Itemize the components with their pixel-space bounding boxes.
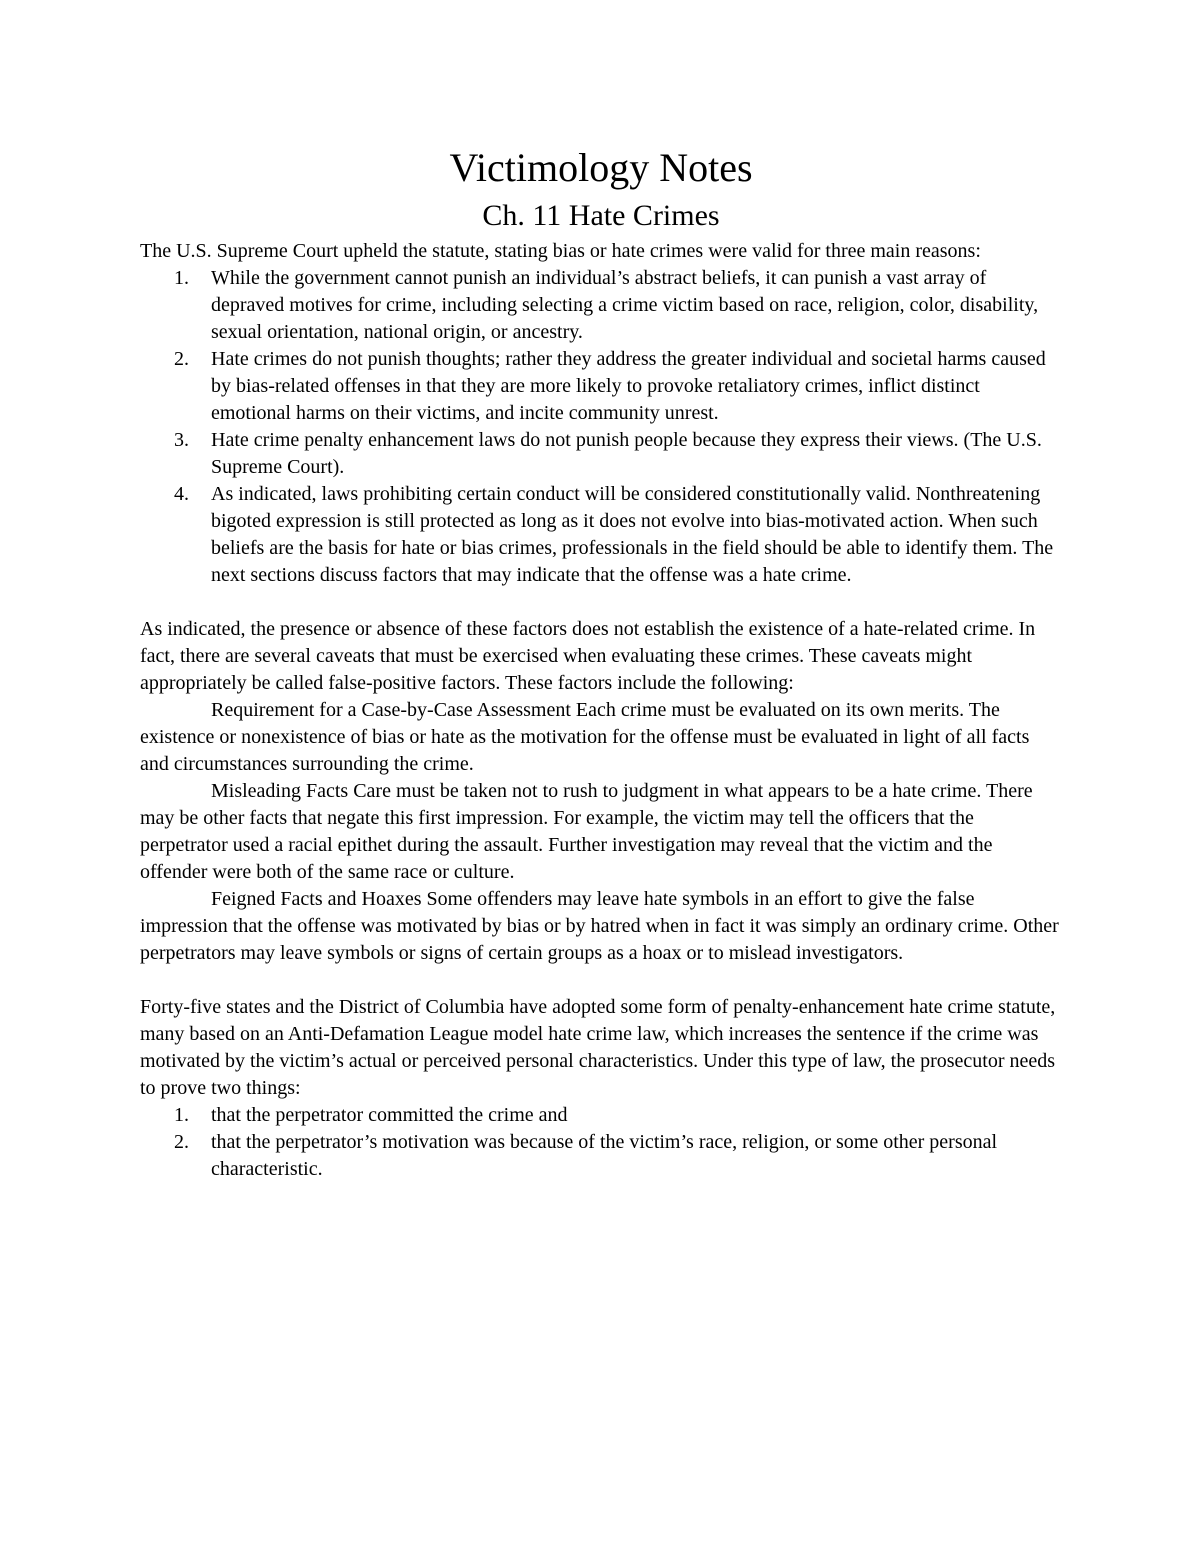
spacer (140, 589, 1062, 616)
list-number: 1. (174, 1104, 189, 1126)
list-item-text: that the perpetrator’s motivation was because of the victim’s race, religion, or some other personal characteristic. (211, 1131, 998, 1180)
list-number: 1. (174, 267, 189, 289)
list-number: 2. (174, 1131, 189, 1153)
list-item (140, 1102, 1062, 1129)
list-item-text: Hate crime penalty enhancement laws do not punish people because they express their views. (The U.S. Supreme Court). (211, 429, 1042, 478)
caveat-paragraph: Feigned Facts and Hoaxes Some offenders may leave hate symbols in an effort to give the false impression that the offense was motivated by bias or by hatred when in fact it was simply an ordinary crime. Other perpetrators may leave symbols or signs of certain groups as a hoax or to mislead investigators. (140, 888, 1059, 964)
intro-paragraph: The U.S. Supreme Court upheld the statute, stating bias or hate crimes were valid for three main reasons: (140, 240, 981, 262)
list-item-text: While the government cannot punish an individual’s abstract beliefs, it can punish a vast array of depraved motives for crime, including selecting a crime victim based on race, religion, color, disability, sexual orientation, national origin, or ancestry. (211, 267, 1039, 343)
list-item (140, 481, 1062, 589)
document-page (140, 140, 1062, 1183)
caveat-paragraph: Requirement for a Case-by-Case Assessment Each crime must be evaluated on its own merits. The existence or nonexistence of bias or hate as the motivation for the offense must be evaluated in light of all facts and circumstances surrounding the crime. (140, 699, 1030, 775)
prove-list (140, 1102, 1062, 1183)
page-subtitle: Ch. 11 Hate Crimes (482, 199, 720, 232)
list-item (140, 427, 1062, 481)
spacer (140, 967, 1062, 994)
list-number: 4. (174, 483, 189, 505)
list-number: 3. (174, 429, 189, 451)
list-item-text: As indicated, laws prohibiting certain conduct will be considered constitutionally valid. Nonthreatening bigoted expression is still protected as long as it does not evolve into bias-motivated action. When such beliefs are the basis for hate or bias crimes, professionals in the field should be able to identify them. The next sections discuss factors that may indicate that the offense was a hate crime. (211, 483, 1054, 586)
list-item-text: Hate crimes do not punish thoughts; rather they address the greater individual and societal harms caused by bias-related offenses in that they are more likely to provoke retaliatory crimes, inflict distinct emotional harms on their victims, and incite community unrest. (211, 348, 1046, 424)
reasons-list (140, 265, 1062, 589)
page-title: Victimology Notes (449, 145, 753, 190)
states-paragraph: Forty-five states and the District of Columbia have adopted some form of penalty-enhancement hate crime statute, many based on an Anti-Defamation League model hate crime law, which increases the sentence if the crime was motivated by the victim’s actual or perceived personal characteristics. Under this type of law, the prosecutor needs to prove two things: (140, 996, 1056, 1099)
caveats-intro-paragraph: As indicated, the presence or absence of these factors does not establish the existence of a hate-related crime. In fact, there are several caveats that must be exercised when evaluating these crimes. These caveats might appropriately be called false-positive factors. These factors include the following: (140, 618, 1036, 694)
list-number: 2. (174, 348, 189, 370)
list-item (140, 265, 1062, 346)
list-item (140, 1129, 1062, 1183)
list-item-text: that the perpetrator committed the crime and (211, 1104, 568, 1126)
caveat-paragraph: Misleading Facts Care must be taken not to rush to judgment in what appears to be a hate crime. There may be other facts that negate this first impression. For example, the victim may tell the officers that the perpetrator used a racial epithet during the assault. Further investigation may reveal that the victim and the offender were both of the same race or culture. (140, 780, 1033, 883)
list-item (140, 346, 1062, 427)
